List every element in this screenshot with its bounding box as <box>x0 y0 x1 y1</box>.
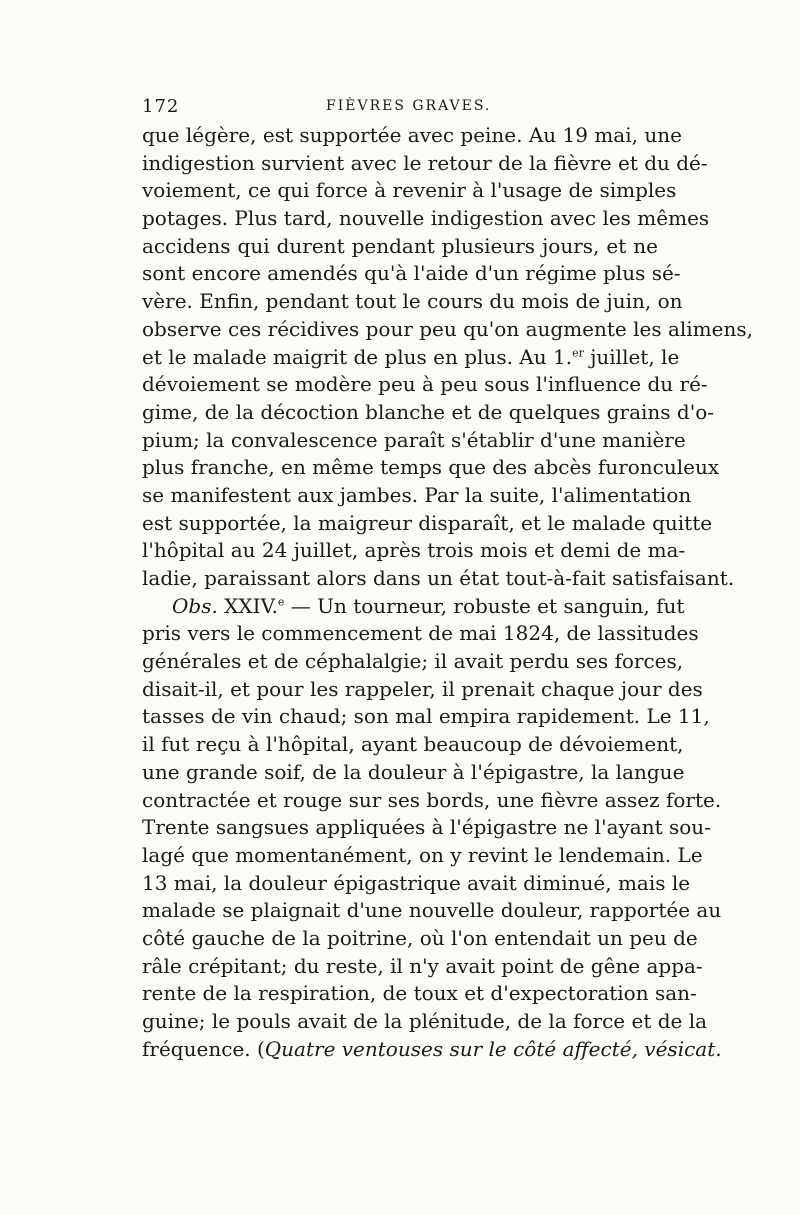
text-line: est supportée, la maigreur disparaît, et le malade quitte <box>142 510 713 535</box>
text-line: indigestion survient avec le retour de la fièvre et du dé- <box>142 150 708 175</box>
text-segment: juillet, le <box>583 344 680 369</box>
text-line: malade se plaignait d'une nouvelle douleur, rapportée au <box>142 898 722 923</box>
superscript: e <box>277 595 285 609</box>
text-line: lagé que momentanément, on y revint le lendemain. Le <box>142 842 703 867</box>
text-line <box>142 344 680 372</box>
text-segment: et le malade maigrit de plus en plus. Au 1. <box>142 344 573 369</box>
text-line: se manifestent aux jambes. Par la suite, l'alimentation <box>142 482 692 507</box>
text-line <box>142 1036 722 1064</box>
page-number: 172 <box>142 96 180 117</box>
text-line: gime, de la décoction blanche et de quelques grains d'o- <box>142 399 715 424</box>
text-line: râle crépitant; du reste, il n'y avait point de gêne appa- <box>142 953 703 978</box>
text-line: potages. Plus tard, nouvelle indigestion avec les mêmes <box>142 206 710 231</box>
running-head <box>142 96 658 122</box>
text-line: il fut reçu à l'hôpital, ayant beaucoup de dévoiement, <box>142 732 684 757</box>
text-line: générales et de céphalalgie; il avait perdu ses forces, <box>142 649 684 674</box>
text-line: pium; la convalescence paraît s'établir d'une manière <box>142 427 686 452</box>
superscript: er <box>572 345 584 359</box>
text-line: voiement, ce qui force à revenir à l'usage de simples <box>142 178 677 203</box>
text-line: rente de la respiration, de toux et d'expectoration san- <box>142 981 697 1006</box>
text-line: tasses de vin chaud; son mal empira rapidement. Le 11, <box>142 704 710 729</box>
text-line: accidens qui durent pendant plusieurs jours, et ne <box>142 233 658 258</box>
text-line: dévoiement se modère peu à peu sous l'influence du ré- <box>142 372 708 397</box>
text-line: observe ces récidives pour peu qu'on augmente les alimens, <box>142 316 753 341</box>
text-line: plus franche, en même temps que des abcès furonculeux <box>142 455 720 480</box>
text-line: pris vers le commencement de mai 1824, de lassitudes <box>142 621 699 646</box>
text-line: que légère, est supportée avec peine. Au 19 mai, une <box>142 123 682 147</box>
observation-label: Obs. <box>172 593 218 618</box>
text-line: vère. Enfin, pendant tout le cours du mois de juin, on <box>142 289 683 314</box>
running-title: FIÈVRES GRAVES. <box>326 98 492 114</box>
text-line: contractée et rouge sur ses bords, une fièvre assez forte. <box>142 787 722 812</box>
text-segment: fréquence. ( <box>142 1036 265 1061</box>
prescription-italic: Quatre ventouses sur le côté affecté, vésicat. <box>264 1036 722 1061</box>
observation-number: XXIV. <box>217 593 278 618</box>
body-text <box>142 122 753 1063</box>
text-line: disait-il, et pour les rappeler, il prenait chaque jour des <box>142 676 703 701</box>
text-line: sont encore amendés qu'à l'aide d'un régime plus sé- <box>142 261 681 286</box>
text-line: côté gauche de la poitrine, où l'on entendait un peu de <box>142 925 698 950</box>
text-line: 13 mai, la douleur épigastrique avait diminué, mais le <box>142 870 691 895</box>
book-page <box>142 96 753 1063</box>
text-line: une grande soif, de la douleur à l'épigastre, la langue <box>142 759 685 784</box>
text-segment: — Un tourneur, robuste et sanguin, fut <box>284 593 685 618</box>
text-line: ladie, paraissant alors dans un état tout-à-fait satisfaisant. <box>142 566 735 590</box>
text-line: guine; le pouls avait de la plénitude, de la force et de la <box>142 1009 708 1033</box>
text-line: Trente sangsues appliquées à l'épigastre ne l'ayant sou- <box>142 815 711 840</box>
observation-heading-line <box>142 593 685 621</box>
text-line: l'hôpital au 24 juillet, après trois mois et demi de ma- <box>142 538 686 563</box>
